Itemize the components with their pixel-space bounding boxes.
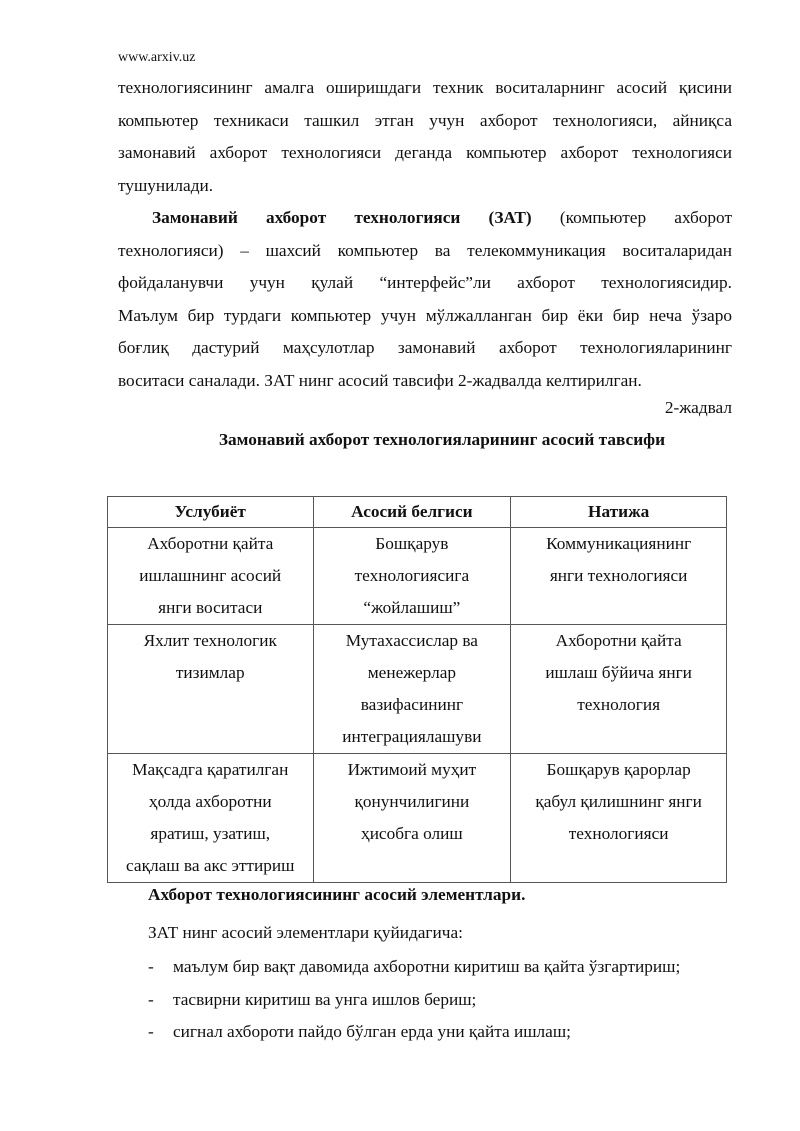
text-line: боғлиқ дастурий маҳсулотлар замонавий ахборот технологияларининг <box>118 338 732 357</box>
table-header-cell: Натижа <box>511 497 727 528</box>
text-line: технологияси) – шахсий компьютер ва телекоммуникация воситаларидан <box>118 240 732 260</box>
list-item-text: сигнал ахбороти пайдо бўлган ерда уни қайта ишлаш; <box>173 1022 571 1041</box>
table-row <box>108 625 727 754</box>
text-line: воситаси саналади. ЗАТ нинг асосий тавсифи 2-жадвалда келтирилган. <box>118 370 642 390</box>
bullet-dash: - <box>148 989 154 1009</box>
text-line: замонавий ахборот технологияси деганда компьютер ахборот технологияси <box>118 143 732 162</box>
table-number: 2-жадвал <box>664 398 732 417</box>
text-line: технологиясининг амалга оширишдаги техник воситаларнинг асосий қисини <box>118 78 732 97</box>
table-cell: Бошқарув технологиясига “жойлашиш” <box>313 528 511 625</box>
section-heading: Ахборот технологиясининг асосий элементлари. <box>148 885 526 904</box>
paragraph-2 <box>118 202 732 397</box>
table-cell: Коммуникациянинг янги технологияси <box>511 528 727 625</box>
table-cell: Яхлит технологик тизимлар <box>108 625 314 754</box>
table-row <box>108 754 727 883</box>
table-cell: Ахборотни қайта ишлашнинг асосий янги воситаси <box>108 528 314 625</box>
list-item <box>148 1016 680 1049</box>
table-cell: Ижтимоий муҳит қонунчилигини ҳисобга олиш <box>313 754 511 883</box>
list-item <box>148 951 680 984</box>
table-cell: Мутахассислар ва менежерлар вазифасининг интеграциялашуви <box>313 625 511 754</box>
bold-term: Замонавий ахборот технологияси (ЗАТ) <box>152 208 532 227</box>
text-line: фойдаланувчи учун қулай “интерфейс”ли ахборот технологиясидир. <box>118 273 732 292</box>
list-item <box>148 984 680 1017</box>
table-cell: Мақсадга қаратилган ҳолда ахборотни яратиш, узатиш, сақлаш ва акс эттириш <box>108 754 314 883</box>
table-cell: Бошқарув қарорлар қабул қилишнинг янги технологияси <box>511 754 727 883</box>
site-url: www.arxiv.uz <box>118 50 196 65</box>
text-line <box>118 202 732 235</box>
bullet-dash: - <box>148 1022 154 1041</box>
text-line: компьютер техникаси ташкил этган учун ахборот технологияси, айниқса <box>118 110 732 130</box>
table-header-cell: Услубиёт <box>108 497 314 528</box>
section-intro: ЗАТ нинг асосий элементлари қуйидагича: <box>148 923 463 942</box>
text-line: Маълум бир турдаги компьютер учун мўлжалланган бир ёки бир неча ўзаро <box>118 305 732 325</box>
table-header-row <box>108 497 727 528</box>
list-item-text: маълум бир вақт давомида ахборотни киритиш ва қайта ўзгартириш; <box>173 957 681 976</box>
paragraph-1 <box>118 72 732 202</box>
table-row <box>108 528 727 625</box>
bullet-dash: - <box>148 957 154 976</box>
characteristics-table <box>107 496 727 883</box>
text-line: тушунилади. <box>118 175 214 195</box>
list-item-text: тасвирни киритиш ва унга ишлов бериш; <box>173 989 477 1009</box>
table-title: Замонавий ахборот технологияларининг асосий тавсифи <box>218 430 666 449</box>
text-fragment: (компьютер ахборот <box>531 208 733 227</box>
table-header-cell: Асосий белгиси <box>313 497 511 528</box>
elements-list <box>148 951 680 1049</box>
table-cell: Ахборотни қайта ишлаш бўйича янги технология <box>511 625 727 754</box>
